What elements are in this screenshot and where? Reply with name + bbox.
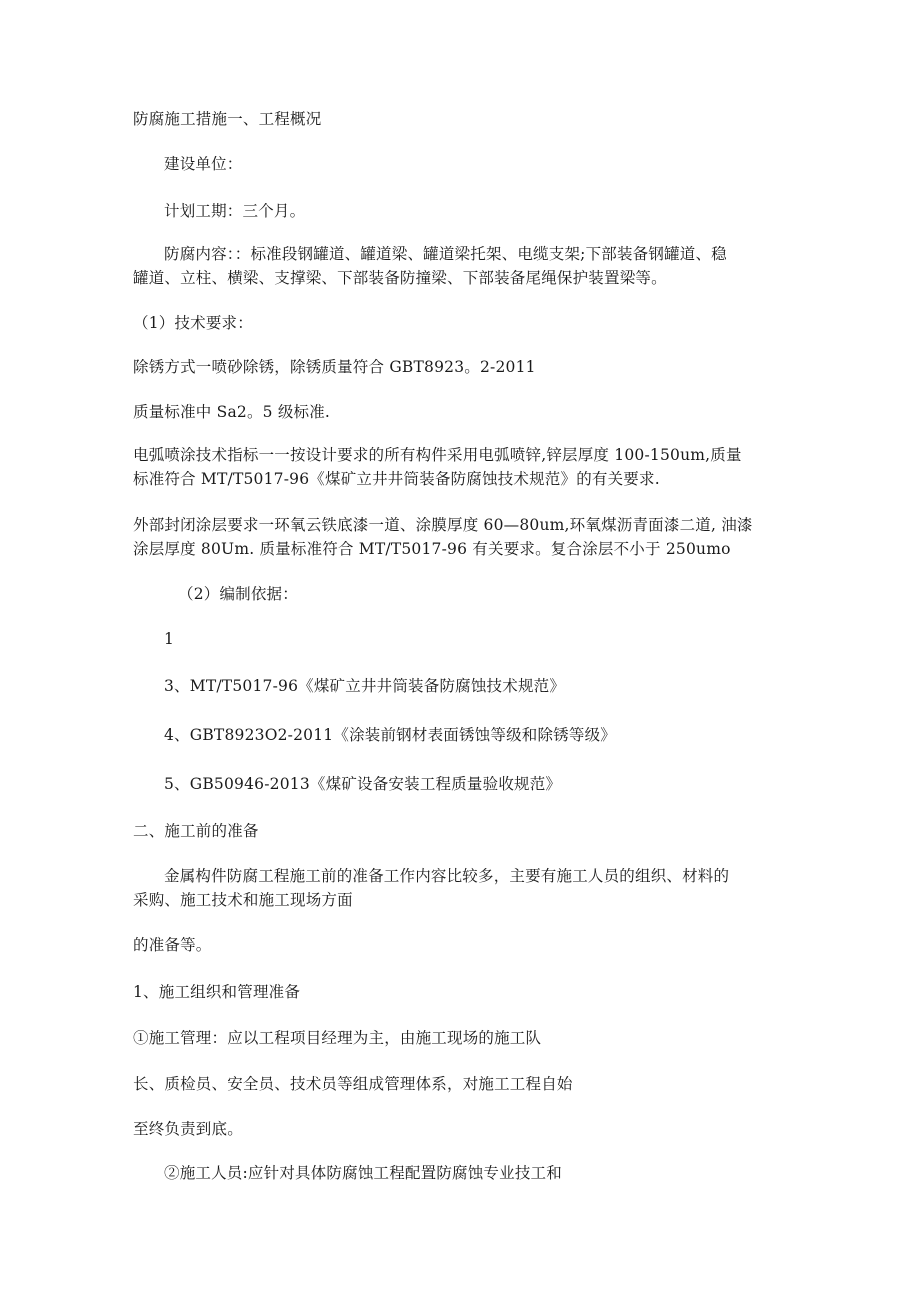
construction-unit: 建设单位： — [164, 155, 243, 173]
prep-line-1: 金属构件防腐工程施工前的准备工作内容比较多，主要有施工人员的组织、材料的 — [164, 867, 730, 885]
seal-coat-line-1: 外部封闭涂层要求一环氧云铁底漆一道、涂膜厚度 60—80um,环氧煤沥青面漆二道, 油漆 — [133, 516, 753, 534]
arc-spray-line-2: 标准符合 MT/T5017-96《煤矿立井井筒装备防腐蚀技术规范》的有关要求. — [133, 470, 660, 488]
doc-title: 防腐施工措施一、工程概况 — [133, 110, 322, 128]
schedule: 计划工期：三个月。 — [164, 202, 306, 220]
basis-item-5: 5、GB50946-2013《煤矿设备安装工程质量验收规范》 — [164, 775, 562, 793]
prep-line-2: 采购、施工技术和施工现场方面 — [133, 891, 353, 909]
prep-line-3: 的准备等。 — [133, 936, 212, 954]
tech-heading: （1）技术要求： — [133, 314, 253, 332]
mgmt-line-3: 至终负责到底。 — [133, 1120, 243, 1138]
scope-line-1: 防腐内容：：标准段钢罐道、罐道梁、罐道梁托架、电缆支架;下部装备钢罐道、稳 — [164, 245, 727, 263]
derust-line-2: 质量标准中 Sa2。5 级标准. — [133, 403, 331, 421]
arc-spray-line-1: 电弧喷涂技术指标一一按设计要求的所有构件采用电弧喷锌,锌层厚度 100-150um,质量 — [133, 446, 742, 464]
basis-item-4: 4、GBT8923O2-2011《涂装前钢材表面锈蚀等级和除锈等级》 — [164, 726, 616, 744]
mgmt-line-2: 长、质检员、安全员、技术员等组成管理体系，对施工工程自始 — [133, 1075, 573, 1093]
derust-line-1: 除锈方式一喷砂除锈，除锈质量符合 GBT8923。2-2011 — [133, 358, 536, 376]
scope-line-2: 罐道、立柱、横梁、支撑梁、下部装备防撞梁、下部装备尾绳保护装置梁等。 — [133, 269, 667, 287]
basis-item-3: 3、MT/T5017-96《煤矿立井井筒装备防腐蚀技术规范》 — [164, 677, 566, 695]
seal-coat-line-2: 涂层厚度 80Um. 质量标准符合 MT/T5017-96 有关要求。复合涂层不小于 250umo — [133, 540, 731, 558]
mgmt-line-1: ①施工管理：应以工程项目经理为主，由施工现场的施工队 — [133, 1029, 542, 1047]
org-heading: 1、施工组织和管理准备 — [133, 983, 301, 1001]
basis-heading: （2）编制依据： — [178, 585, 298, 603]
section-2-heading: 二、施工前的准备 — [133, 822, 259, 840]
staff-line-1: ②施工人员:应针对具体防腐蚀工程配置防腐蚀专业技工和 — [164, 1164, 562, 1182]
basis-item-1: 1 — [164, 630, 175, 648]
